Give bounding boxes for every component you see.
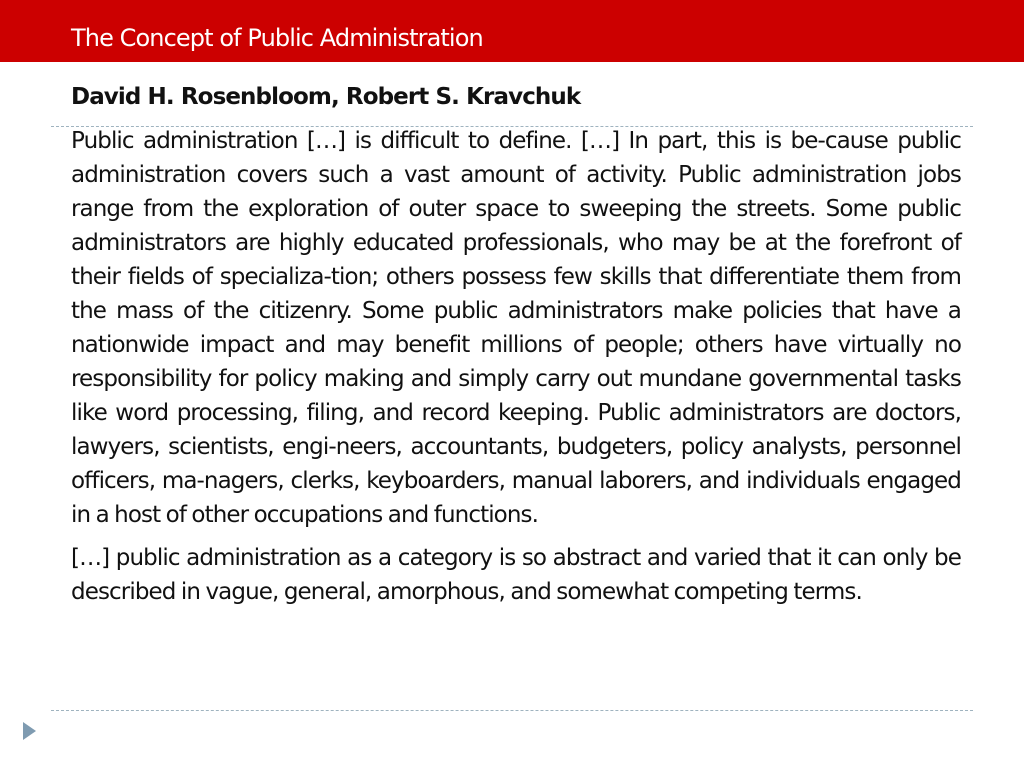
bottom-divider [51, 710, 973, 711]
title-bar [0, 0, 1024, 62]
slide-title: The Concept of Public Administration [71, 24, 483, 52]
quote-paragraph-2: […] public administration as a category is so abstract and varied that it can only be described in vague, general, amorphous, and somewhat competing terms. [71, 545, 961, 605]
triangle-right-icon [23, 722, 36, 740]
quote-paragraph-1: Public administration […] is difficult to define. […] In part, this is be-cause public administration covers such a vast amount of activity. Public administration jobs range from the exploration of outer space to sweeping the streets. Some public administrators are highly educated professionals, who may be at the forefront of their fields of specializa-tion; others possess few skills that differentiate them from the mass of the citizenry. Some public administrators make policies that have a nationwide impact and may benefit millions of people; others have virtually no responsibility for policy making and simply carry out mundane governmental tasks like word processing, filing, and record keeping. Public administrators are doctors, lawyers, scientists, engi-neers, accountants, budgeters, policy analysts, personnel officers, ma-nagers, clerks, keyboarders, manual laborers, and individuals engaged in a host of other occupations and functions. [71, 128, 961, 528]
authors-heading: David H. Rosenbloom, Robert S. Kravchuk [71, 84, 581, 110]
quote-body [71, 124, 961, 609]
